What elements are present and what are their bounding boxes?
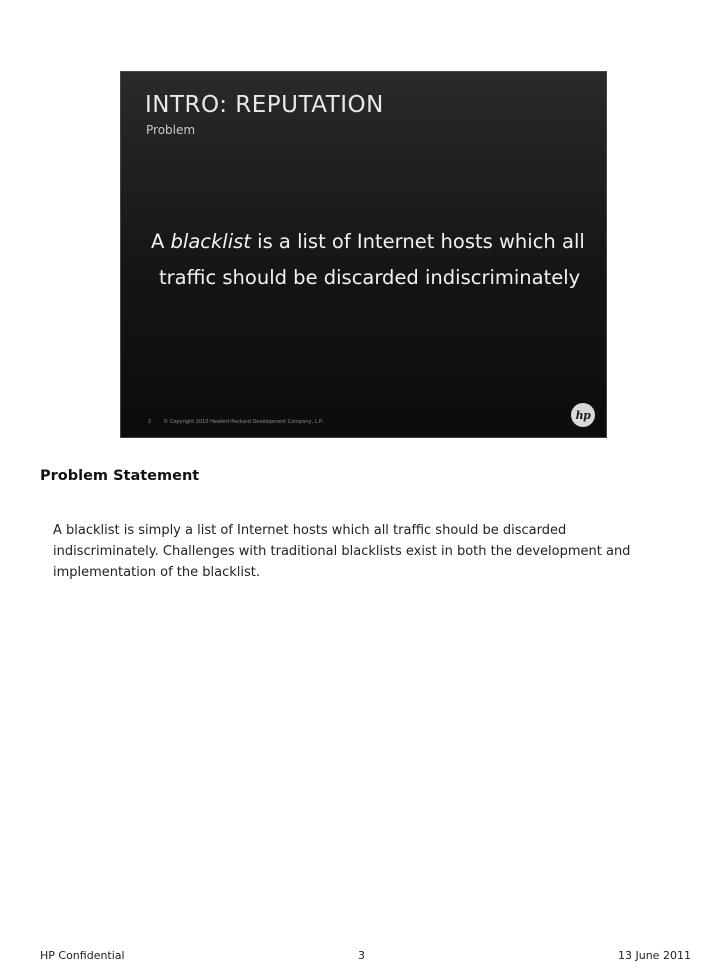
slide-body [151,224,591,296]
slide-body-line1-rest: is a list of Internet hosts which all [250,230,585,253]
slide-title: INTRO: REPUTATION [145,92,384,118]
footer-date: 13 June 2011 [618,949,691,962]
paragraph-line: implementation of the blacklist. [53,565,260,580]
slide-body-line-2: traffic should be discarded indiscriminately [159,266,581,289]
section-paragraph [53,520,693,583]
footer-confidential: HP Confidential [40,949,125,962]
paragraph-line: indiscriminately. Challenges with traditional blacklists exist in both the development and [53,544,631,559]
section-heading: Problem Statement [40,468,200,484]
footer-page-number: 3 [358,949,365,962]
slide-page-number: 2 [148,419,152,425]
slide-footer [148,419,323,425]
slide-thumbnail [120,71,607,438]
slide-subtitle: Problem [146,123,196,137]
hp-logo-text: hp [575,408,591,422]
slide-body-emphasis: blacklist [170,230,251,253]
slide-body-line-1 [151,224,591,260]
hp-logo-icon [571,403,595,427]
slide-copyright: © Copyright 2010 Hewlett-Packard Development Company, L.P. [163,419,323,425]
slide-body-prefix: A [151,230,171,253]
paragraph-line: A blacklist is simply a list of Internet hosts which all traffic should be discarded [53,523,567,538]
